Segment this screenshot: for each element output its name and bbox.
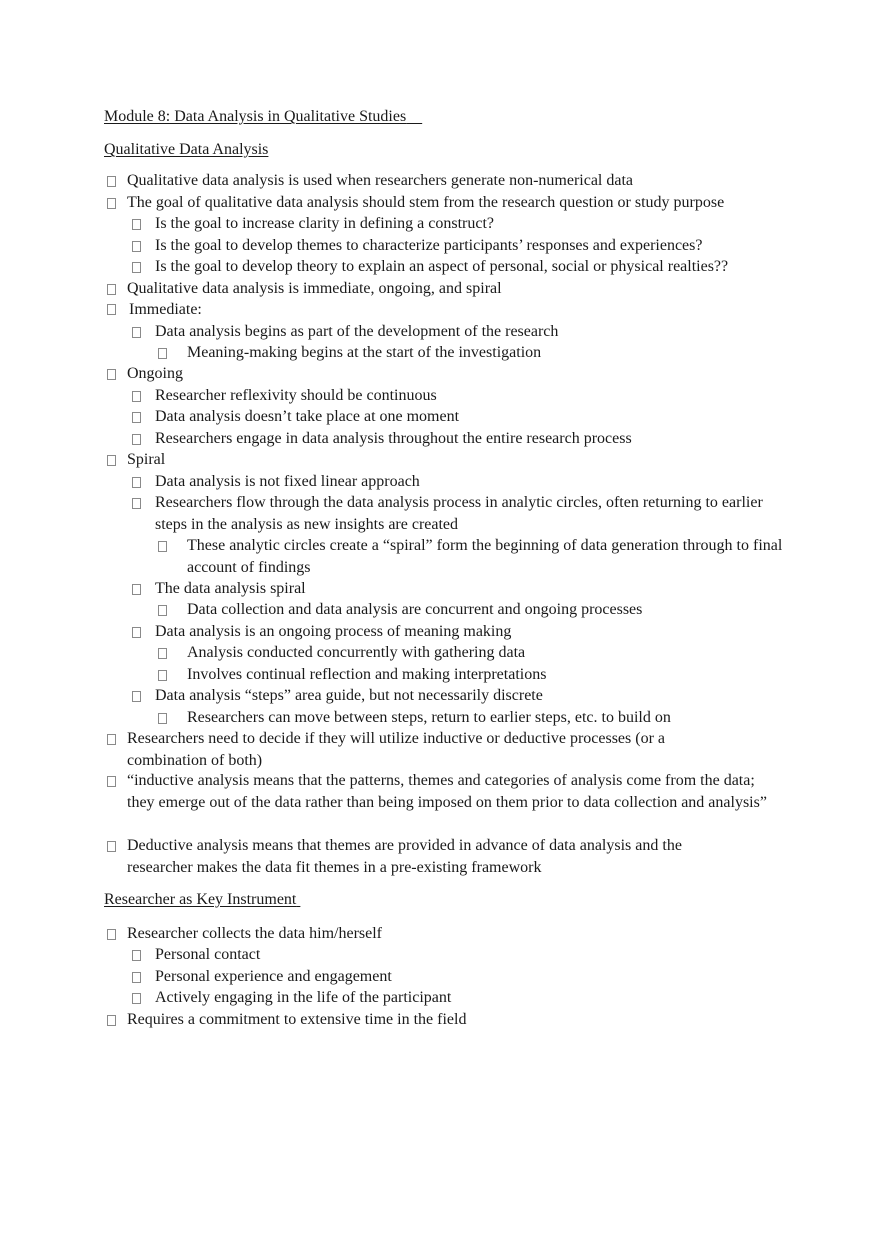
- bullet-item: Researchers need to decide if they will utilize inductive or deductive processes (or a combination of both): [127, 730, 666, 769]
- bullet-item: Data analysis is not fixed linear approach: [155, 473, 420, 490]
- bullet-item: Actively engaging in the life of the participant: [155, 989, 452, 1006]
- bullet-item: Analysis conducted concurrently with gathering data: [187, 644, 526, 661]
- bullet-item: Data analysis “steps” area guide, but not necessarily discrete: [155, 687, 543, 704]
- bullet-icon: [132, 327, 141, 338]
- bullet-icon: [158, 670, 167, 681]
- bullet-item: Requires a commitment to extensive time in the field: [127, 1011, 467, 1028]
- bullet-icon: [132, 241, 141, 252]
- bullet-item: Is the goal to increase clarity in defining a construct?: [155, 215, 494, 232]
- bullet-item: Involves continual reflection and making interpretations: [187, 666, 547, 683]
- bullet-icon: [107, 284, 116, 295]
- bullet-icon: [107, 304, 116, 315]
- bullet-icon: [132, 950, 141, 961]
- bullet-icon: [132, 498, 141, 509]
- bullet-icon: [132, 972, 141, 983]
- bullet-icon: [132, 627, 141, 638]
- bullet-icon: [132, 391, 141, 402]
- bullet-icon: [107, 176, 116, 187]
- bullet-item: Data analysis is an ongoing process of meaning making: [155, 623, 512, 640]
- bullet-icon: [132, 434, 141, 445]
- bullet-icon: [158, 541, 167, 552]
- bullet-icon: [132, 412, 141, 423]
- bullet-icon: [107, 369, 116, 380]
- bullet-item: Qualitative data analysis is immediate, ongoing, and spiral: [127, 280, 502, 297]
- bullet-icon: [107, 776, 116, 787]
- bullet-icon: [107, 929, 116, 940]
- bullet-item: The data analysis spiral: [155, 580, 306, 597]
- bullet-item: Researcher collects the data him/herself: [127, 925, 382, 942]
- bullet-icon: [132, 993, 141, 1004]
- bullet-item: Qualitative data analysis is used when researchers generate non-numerical data: [127, 172, 634, 189]
- bullet-icon: [132, 477, 141, 488]
- bullet-icon: [132, 219, 141, 230]
- bullet-icon: [107, 841, 116, 852]
- page-title: Module 8: Data Analysis in Qualitative Studies: [104, 108, 407, 125]
- bullet-item: Researchers flow through the data analysis process in analytic circles, often returning to earlier steps in the analysis as new insights are created: [155, 494, 763, 533]
- bullet-item: Personal experience and engagement: [155, 968, 392, 985]
- bullet-item: Researchers can move between steps, return to earlier steps, etc. to build on: [187, 709, 671, 726]
- bullet-item: Personal contact: [155, 946, 261, 963]
- bullet-item: These analytic circles create a “spiral” form the beginning of data generation through to final account of findings: [187, 537, 783, 576]
- section-heading-researcher-as-key-instrument: Researcher as Key Instrument: [104, 891, 297, 908]
- bullet-item: Data analysis begins as part of the development of the research: [155, 323, 559, 340]
- bullet-item: “inductive analysis means that the patterns, themes and categories of analysis come from the data; they emerge out of the data rather than being imposed on them prior to data collection and analysis”: [127, 772, 767, 811]
- bullet-item: Researchers engage in data analysis throughout the entire research process: [155, 430, 632, 447]
- bullet-item: Data analysis doesn’t take place at one moment: [155, 408, 460, 425]
- bullet-icon: [107, 734, 116, 745]
- bullet-icon: [107, 1015, 116, 1026]
- section-heading-qualitative-data-analysis: Qualitative Data Analysis: [104, 141, 269, 158]
- bullet-item: Is the goal to develop themes to characterize participants’ responses and experiences?: [155, 237, 703, 254]
- bullet-item: Ongoing: [127, 365, 183, 382]
- bullet-item: Deductive analysis means that themes are provided in advance of data analysis and the researcher makes the data fit themes in a pre-existing framework: [127, 837, 682, 876]
- bullet-icon: [158, 348, 167, 359]
- bullet-item: Is the goal to develop theory to explain an aspect of personal, social or physical realties??: [155, 258, 729, 275]
- bullet-item: Data collection and data analysis are concurrent and ongoing processes: [187, 601, 643, 618]
- bullet-item: Meaning-making begins at the start of the investigation: [187, 344, 542, 361]
- bullet-item: Spiral: [127, 451, 166, 468]
- bullet-icon: [132, 691, 141, 702]
- bullet-icon: [132, 262, 141, 273]
- bullet-icon: [107, 455, 116, 466]
- bullet-icon: [158, 648, 167, 659]
- bullet-icon: [132, 584, 141, 595]
- bullet-item: Immediate:: [129, 301, 202, 318]
- bullet-item: Researcher reflexivity should be continuous: [155, 387, 437, 404]
- bullet-icon: [107, 198, 116, 209]
- bullet-item: The goal of qualitative data analysis should stem from the research question or study purpose: [127, 194, 725, 211]
- bullet-icon: [158, 713, 167, 724]
- bullet-icon: [158, 605, 167, 616]
